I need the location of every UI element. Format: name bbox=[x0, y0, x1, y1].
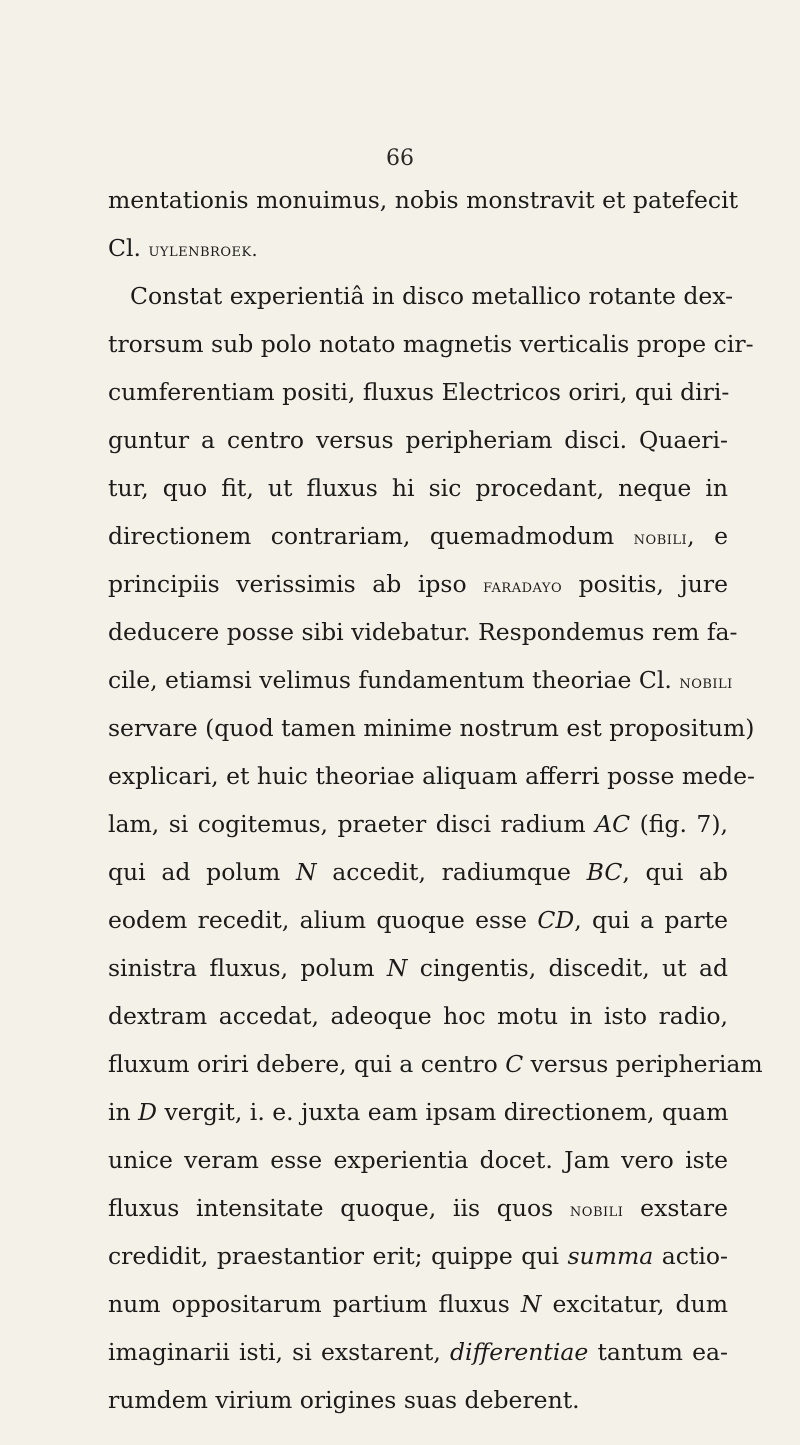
author-name: uylenbroek. bbox=[148, 240, 258, 261]
italic-term: summa bbox=[567, 1242, 654, 1270]
text-line bbox=[108, 320, 754, 368]
author-name: nobili bbox=[679, 672, 733, 693]
text-line bbox=[108, 224, 728, 272]
text-line bbox=[108, 800, 728, 848]
text-line bbox=[108, 1136, 728, 1184]
text-run: , e bbox=[687, 522, 728, 550]
text-run: versus peripheriam bbox=[523, 1050, 763, 1078]
text-run: num oppositarum partium fluxus bbox=[108, 1290, 521, 1318]
italic-term: differentiae bbox=[450, 1338, 589, 1366]
text-run: fluxum oriri debere, qui a centro bbox=[108, 1050, 506, 1078]
italic-term: N bbox=[386, 954, 408, 982]
text-run: accedit, radiumque bbox=[316, 858, 587, 886]
text-run: exstare bbox=[623, 1194, 728, 1222]
author-name: nobili bbox=[633, 528, 688, 549]
text-run: positis, jure bbox=[562, 570, 728, 598]
text-run: , qui ab bbox=[622, 858, 728, 886]
text-run: Constat experientiâ in disco metallico rotante dex- bbox=[130, 282, 734, 310]
text-run: directionem contrariam, quemadmodum bbox=[108, 522, 634, 550]
text-line bbox=[108, 992, 728, 1040]
text-run: lam, si cogitemus, praeter disci radium bbox=[108, 810, 596, 838]
text-run: actio- bbox=[653, 1242, 728, 1270]
text-line bbox=[108, 704, 755, 752]
text-run: (fig. 7), bbox=[630, 810, 728, 838]
text-run: credidit, praestantior erit; quippe qui bbox=[108, 1242, 568, 1270]
text-run: cingentis, discedit, ut ad bbox=[407, 954, 728, 982]
text-line bbox=[108, 944, 728, 992]
author-name: nobili bbox=[569, 1200, 624, 1221]
text-run: cile, etiamsi velimus fundamentum theoriae Cl. bbox=[108, 666, 680, 694]
text-run: vergit, i. e. juxta eam ipsam directionem, quam bbox=[156, 1098, 729, 1126]
text-line bbox=[108, 512, 728, 560]
text-line bbox=[108, 464, 728, 512]
body-text bbox=[108, 176, 763, 1424]
text-run: unice veram esse experientia docet. Jam vero iste bbox=[108, 1146, 728, 1174]
text-line bbox=[108, 560, 728, 608]
text-run: mentationis monuimus, nobis monstravit et patefecit bbox=[108, 186, 739, 214]
text-run: rumdem virium origines suas deberent. bbox=[108, 1386, 580, 1414]
italic-term: CD bbox=[537, 906, 575, 934]
text-run: principiis verissimis ab ipso bbox=[108, 570, 484, 598]
text-run: Cl. bbox=[108, 234, 149, 262]
italic-term: N bbox=[295, 858, 317, 886]
text-run: tantum ea- bbox=[588, 1338, 728, 1366]
text-run: eodem recedit, alium quoque esse bbox=[108, 906, 538, 934]
italic-term: D bbox=[138, 1098, 157, 1126]
italic-term: N bbox=[520, 1290, 542, 1318]
text-line bbox=[108, 848, 728, 896]
text-run: dextram accedat, adeoque hoc motu in isto radio, bbox=[108, 1002, 728, 1030]
text-line bbox=[108, 416, 728, 464]
text-line bbox=[108, 656, 733, 704]
text-run: trorsum sub polo notato magnetis verticalis prope cir- bbox=[108, 330, 754, 358]
italic-term: C bbox=[505, 1050, 524, 1078]
text-run: excitatur, dum bbox=[541, 1290, 728, 1318]
text-run: sinistra fluxus, polum bbox=[108, 954, 387, 982]
text-line bbox=[108, 368, 728, 416]
text-run: explicari, et huic theoriae aliquam afferri posse mede- bbox=[108, 762, 755, 790]
author-name: faradayo bbox=[483, 576, 563, 597]
text-line bbox=[108, 1040, 763, 1088]
text-run: cumferentiam positi, fluxus Electricos oriri, qui diri- bbox=[108, 378, 730, 406]
text-line bbox=[108, 1328, 728, 1376]
text-run: tur, quo fit, ut fluxus hi sic procedant, neque in bbox=[108, 474, 728, 502]
text-line bbox=[108, 1280, 728, 1328]
italic-term: AC bbox=[595, 810, 631, 838]
text-line bbox=[108, 896, 728, 944]
text-run: servare (quod tamen minime nostrum est propositum) bbox=[108, 714, 755, 742]
text-line bbox=[108, 1376, 728, 1424]
italic-term: BC bbox=[586, 858, 623, 886]
text-run: guntur a centro versus peripheriam disci. Quaeri- bbox=[108, 426, 728, 454]
text-run: in bbox=[108, 1098, 139, 1126]
text-run: deducere posse sibi videbatur. Respondemus rem fa- bbox=[108, 618, 738, 646]
text-line bbox=[108, 176, 739, 224]
text-run: , qui a parte bbox=[574, 906, 728, 934]
text-run: imaginarii isti, si exstarent, bbox=[108, 1338, 451, 1366]
text-run: qui ad polum bbox=[108, 858, 296, 886]
text-line bbox=[108, 272, 734, 320]
text-line bbox=[108, 608, 738, 656]
text-line bbox=[108, 752, 755, 800]
text-run: fluxus intensitate quoque, iis quos bbox=[108, 1194, 570, 1222]
page-number: 66 bbox=[386, 146, 414, 171]
text-line bbox=[108, 1088, 728, 1136]
text-line bbox=[108, 1184, 728, 1232]
text-line bbox=[108, 1232, 728, 1280]
